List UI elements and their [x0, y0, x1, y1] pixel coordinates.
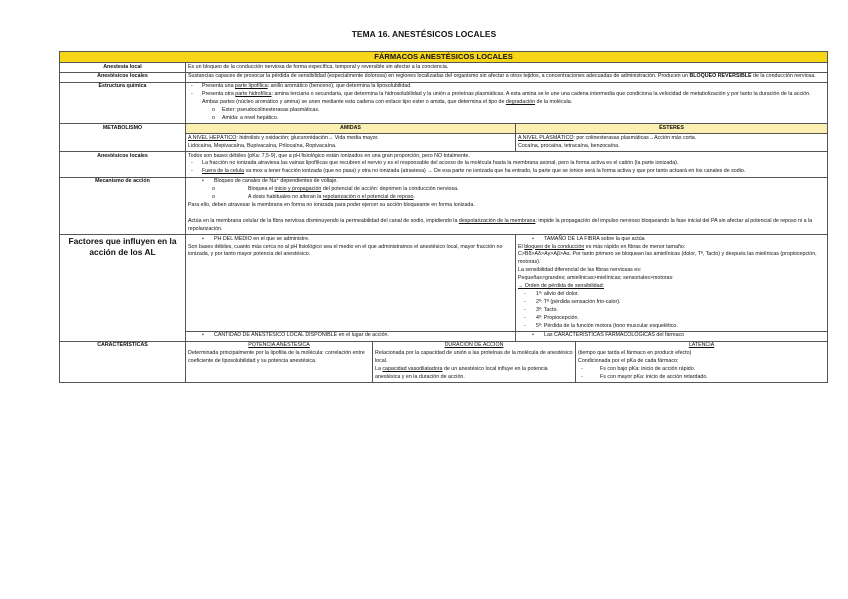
bold-term: BLOQUEO REVERSIBLE	[689, 73, 752, 80]
text-line: → Orden de pérdida de sensibilidad:	[518, 283, 604, 290]
list-item	[188, 83, 825, 91]
sensitivity-order-list	[518, 291, 825, 331]
text-segment: : por colinesterasas plasmáticas→Acción más corta.	[573, 134, 697, 141]
underlined-term: parte lipofílica	[234, 83, 268, 90]
row-label: CARACTERÍSTICAS	[60, 341, 186, 383]
row-mecanismo	[60, 177, 828, 234]
text-segment: : anillo aromático (benceno), que determina la liposolubilidad.	[267, 83, 412, 90]
text-line: (tiempo que tarda el fármaco en producir efecto)	[578, 350, 692, 357]
section-title: DURACIÓN DE ACCIÓN	[444, 342, 504, 349]
text-segment: La	[375, 366, 383, 373]
drug-list: Cocaína, procaína, tetracaína, benzocaína.	[518, 142, 620, 149]
spacer	[188, 210, 825, 218]
underlined-term: Fuera de la celula	[202, 168, 245, 175]
underlined-term: capacidad vasodilatadora	[382, 366, 443, 373]
text-paragraph	[375, 366, 573, 382]
text-segment: Bloquea el	[248, 186, 275, 193]
bullet-item: • Las CARACTERÍSTICAS FARMACOLÓGICAS del fármaco	[518, 332, 825, 340]
underlined-term: degradación	[505, 99, 536, 106]
text-segment: Actúa en la membrana celular de la fibra nerviosa disminuyendo la permeabilidad del canal de sodio, impidiendo la	[188, 217, 459, 224]
drug-list: Lidocaína, Mepivacaína, Bupivacaína, Prilocaína, Ropivacaína.	[188, 142, 337, 149]
row-label: Estructura química	[60, 82, 186, 124]
text-paragraph: C>Bδ>Aδ>Aγ>Aβ>Aα. Por tanto primero se bloquean las amielínicas (dolor, Tª, Tacto) y después las mielínicas (propiocepción, motoras).	[518, 251, 817, 266]
section-title: POTENCIA ANESTÉSICA	[248, 342, 310, 349]
text-paragraph: Relacionada por la capacidad de unión a las proteínas de la molécula de anestésico local.	[375, 350, 573, 365]
text-line: La sensibilidad diferencial de las fibras nerviosas es:	[518, 267, 642, 274]
text-paragraph: Son bases débiles, cuanto más cerca no al pH fisiológico sea el medio en el que administramos el anestésico local, mayor fracción no ionizada, y por tanto mayor potencia del anestésico.	[188, 243, 503, 258]
bullet-item: • PH DEL MEDIO en el que se administre.	[188, 236, 513, 244]
row-label: Anestésicos locales	[60, 72, 186, 82]
underlined-term: A NIVEL HEPÁTICO	[188, 134, 237, 141]
bullet-item: • TAMAÑO DE LA FIBRA sobre la que actúa	[518, 236, 825, 244]
sensitivity-order-item: - 4º: Propiocepción.	[518, 315, 825, 323]
row-label: Anestésicos locales	[60, 152, 186, 178]
latencia-cell	[576, 341, 828, 383]
text-line: Para ello, deben atravesar la membrana en forma no ionizada para poder ejercer su acción bloqueante en forma ionizada.	[188, 202, 475, 208]
row-anestesicos-definicion	[60, 72, 828, 82]
bullet-item: • Bloqueo de canales de Na⁺ dependientes de voltaje.	[188, 178, 825, 186]
sensitivity-order-item: - 1º: alivio del dolor.	[518, 291, 825, 299]
sensitivity-order-item: - 5º: Pérdida de la función motora (tono muscular esquelético.	[518, 323, 825, 331]
text-segment: Sustancias capaces de provocar la pérdida de sensibilidad (especialmente dolorosa) en regiones localizadas del organismo sin afectar a otros tejidos, a concentraciones adecuadas de administración. Producen un	[188, 73, 690, 80]
underlined-term: parte hidrofílica	[235, 91, 272, 98]
list-item	[188, 91, 825, 107]
underlined-term: repolarización o el potencial de reposo	[322, 194, 414, 201]
row-estructura-quimica	[60, 82, 828, 124]
text-segment: .	[413, 194, 415, 201]
text-segment: de la conducción nerviosa.	[751, 73, 816, 80]
list-item: - La fracción no ionizada atraviesa las vainas lipofílicas que recubren el nervio y es el responsable del acceso de la molécula hasta la membrana axonal, pero la forma activa es el catión (la parte ionizada).	[188, 160, 825, 168]
sensitivity-order-item: - 3º: Tacto.	[518, 307, 825, 315]
text-line	[188, 135, 513, 143]
page-title: TEMA 16. ANESTÉSICOS LOCALES	[351, 29, 497, 39]
row-content: Es un bloqueo de la conducción nerviosa de forma específica, temporal y reversible sin afectar a la conciencia.	[186, 63, 828, 73]
table-header-row	[60, 52, 828, 63]
column-header-esteres: ÉSTERES	[516, 124, 828, 134]
text-line: Pequeñas>grandes; amielínicas>mielínicas; sensoriales>motoras:	[518, 275, 674, 282]
table-header: FÁRMACOS ANESTÉSICOS LOCALES	[60, 52, 828, 63]
underlined-term: inicio y propagación	[274, 186, 322, 193]
caracteristicas-cell	[516, 331, 828, 341]
esteres-cell	[516, 134, 828, 152]
text-line: Todos son bases débiles (pKa: 7,5-9), que a pH fisiológico están ionizados en una gran proporción, pero NO totalmente.	[188, 152, 470, 159]
text-segment: Presenta otra	[202, 91, 236, 98]
text-segment: va mos a tener fracción ionizada (que no pasa) y otra no ionizada (atraviesa) → De esa parte no ionizada que ha entrado, la parte que se ionice será la forma activa y que por tanto actuará en los canales de sodio.	[244, 168, 746, 175]
row-anestesia-local	[60, 63, 828, 73]
cantidad-cell	[186, 331, 516, 341]
text-segment: Presenta una	[202, 83, 235, 90]
text-line	[518, 135, 825, 143]
text-paragraph: Determinada principalmente por la lipofilia de la molécula: correlación entre coeficiente de liposolubilidad y su potencia anestésica.	[188, 350, 365, 365]
underlined-term: A NIVEL PLASMÁTICO	[518, 134, 574, 141]
bullet-item: • CANTIDAD DE ANESTÉSICO LOCAL DISPONIBLE en el lugar de acción.	[188, 332, 513, 340]
text-segment: : amina terciaria o secundaria, que determina la hidrosolubilidad y la unión a proteínas plasmáticas. A esta amina se le une una cadena intermedia que condiciona la velocidad de metabolización y por tanto la duración de la acción. Ambas partes (núcleo aromático y amina) se unen mediante esta cadena con enlace tipo ester o amida, que determina el tipo de	[202, 91, 811, 106]
row-metabolismo-header	[60, 124, 828, 134]
duracion-cell	[373, 341, 576, 383]
text-paragraph	[188, 218, 825, 234]
section-title: LATENCIA	[688, 342, 715, 349]
row-label: Factores que influyen en la acción de los AL	[60, 235, 186, 342]
amidas-cell	[186, 134, 516, 152]
row-label: METABOLISMO	[60, 124, 186, 152]
underlined-term: despolarización de la membrana	[458, 217, 536, 224]
list-item: - Fs con mayor pKa: inicio de acción retardado.	[578, 374, 825, 382]
text-line	[518, 244, 825, 252]
ph-cell	[186, 235, 516, 332]
text-segment: de un anestésico local influye en la potencia anestésica y en la duración de acción.	[375, 366, 548, 381]
row-factores-main	[60, 235, 828, 332]
row-anestesicos-bases	[60, 152, 828, 178]
text-segment: del potencial de acción: deprimen la conducción nerviosa.	[321, 186, 459, 193]
underlined-term: bloqueo de la conducción	[524, 243, 585, 250]
row-content	[186, 177, 828, 234]
row-content	[186, 72, 828, 82]
sub-list-item	[188, 194, 825, 202]
text-segment: es más rápido en fibras de menor tamaño:	[584, 243, 686, 250]
potencia-cell	[186, 341, 373, 383]
sub-list-item	[188, 186, 825, 194]
text-segment: : hidrolisis y oxidación; glucuronidación→ Vida media mayor.	[236, 134, 379, 141]
row-label: Mecanismo de acción	[60, 177, 186, 234]
row-caracteristicas	[60, 341, 828, 383]
sub-list-item: o Amida: a nivel hepático.	[188, 115, 825, 123]
row-label: Anestesia local	[60, 63, 186, 73]
row-content	[186, 82, 828, 124]
text-segment: : impide la propagación del impulso nervioso bloqueando la fase inicial del PA sin afectar al potencial de reposo ni a la repolarización.	[188, 217, 813, 232]
list-item	[188, 168, 825, 176]
fibra-cell	[516, 235, 828, 332]
text-segment: A dosis habituales no alteran la	[248, 194, 323, 201]
sub-list-item: o Ester: pseudocolinesterasas plasmáticas.	[188, 107, 825, 115]
pharmacology-table	[59, 51, 828, 383]
row-content	[186, 152, 828, 178]
column-header-amidas: AMIDAS	[186, 124, 516, 134]
list-item: - Fs con bajo pKa: inicio de acción rápido.	[578, 366, 825, 374]
text-line: Condicionada por el pKa de cada fármaco:	[578, 358, 679, 365]
sensitivity-order-item: - 2º: Tª (pérdida sensación frio-calor).	[518, 299, 825, 307]
text-segment: El	[518, 243, 525, 250]
text-segment: de la molécula.	[535, 99, 573, 106]
